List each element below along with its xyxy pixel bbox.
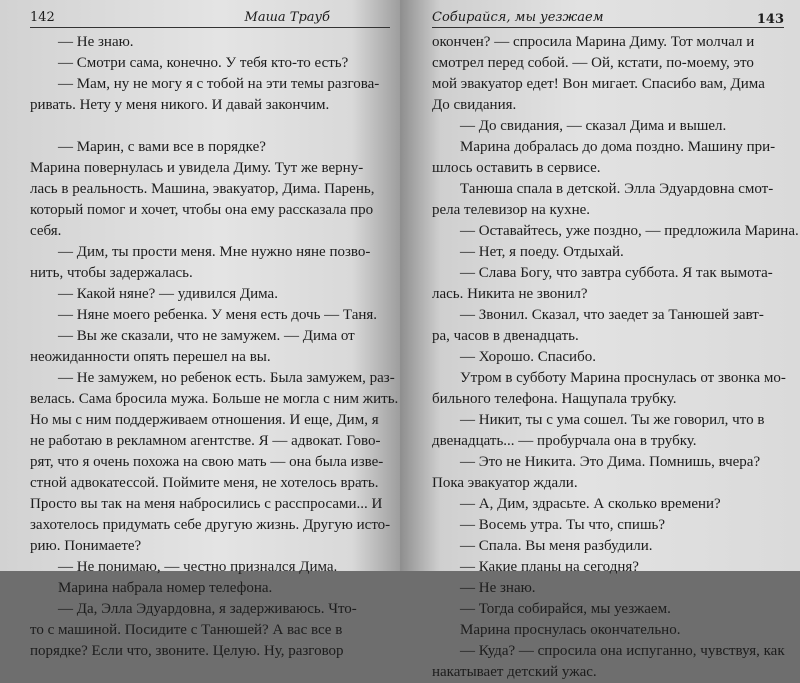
text-line: Утром в субботу Марина проснулась от звонка мо- xyxy=(460,370,786,386)
text-line: рию. Понимаете? xyxy=(30,538,142,554)
text-line: Марина добралась до дома поздно. Машину при- xyxy=(460,139,776,155)
header-rule xyxy=(432,27,784,28)
text-line: — Нет, я поеду. Отдыхай. xyxy=(460,244,624,260)
text-line: Марина проснулась окончательно. xyxy=(460,622,681,638)
text-line: который помог и хочет, чтобы она ему рассказала про xyxy=(30,202,374,218)
left-page-text xyxy=(30,32,399,662)
right-page-header xyxy=(432,10,784,28)
text-line: нить, чтобы задержалась. xyxy=(30,265,193,281)
text-line: захотелось придумать себе другую жизнь. Другую исто- xyxy=(30,517,391,533)
text-line: — Дим, ты прости меня. Мне нужно няне позво- xyxy=(58,244,371,260)
text-line: Просто вы так на меня набросились с расспросами... И xyxy=(30,496,383,512)
text-line: стной адвокатессой. Поймите меня, не хотелось врать. xyxy=(30,475,379,491)
right-page xyxy=(400,0,800,680)
text-line: Пока эвакуатор ждали. xyxy=(432,475,578,491)
paragraph-gap xyxy=(30,116,390,137)
text-line: мой эвакуатор едет! Вон мигает. Спасибо вам, Дима xyxy=(432,76,765,92)
text-line: — Няне моего ребенка. У меня есть дочь — Таня. xyxy=(58,307,378,323)
text-line: — Не знаю. xyxy=(460,580,536,596)
text-line: — Никит, ты с ума сошел. Ты же говорил, что в xyxy=(460,412,765,428)
text-line: ра, часов в двенадцать. xyxy=(432,328,579,344)
right-page-text xyxy=(432,32,799,683)
text-line: — Слава Богу, что завтра суббота. Я так вымота- xyxy=(460,265,773,281)
text-line: — А, Дим, здрасьте. А сколько времени? xyxy=(460,496,721,512)
text-line: До свидания. xyxy=(432,97,517,113)
text-line: — Хорошо. Спасибо. xyxy=(460,349,596,365)
text-line: — Вы же сказали, что не замужем. — Дима от xyxy=(58,328,355,344)
text-line: лась в реальность. Машина, эвакуатор, Дима. Парень, xyxy=(30,181,375,197)
text-line: — Куда? — спросила она испуганно, чувствуя, как xyxy=(460,643,785,659)
text-line: Марина повернулась и увидела Диму. Тут же верну- xyxy=(30,160,364,176)
text-line: — Да, Элла Эдуардовна, я задерживаюсь. Что- xyxy=(58,601,357,617)
text-line: — Какие планы на сегодня? xyxy=(460,559,639,575)
text-line: — Звонил. Сказал, что заедет за Танюшей завт- xyxy=(460,307,764,323)
text-line: то с машиной. Посидите с Танюшей? А вас все в xyxy=(30,622,343,638)
text-line: ривать. Нету у меня никого. И давай закончим. xyxy=(30,97,330,113)
text-line: порядке? Если что, звоните. Целую. Ну, разговор xyxy=(30,643,344,659)
text-line: рела телевизор на кухне. xyxy=(432,202,591,218)
text-line: — Мам, ну не могу я с тобой на эти темы разгова- xyxy=(58,76,380,92)
text-line: — Это не Никита. Это Дима. Помнишь, вчера? xyxy=(460,454,761,470)
text-line: — Какой няне? — удивился Дима. xyxy=(58,286,278,302)
text-line: бильного телефона. Нащупала трубку. xyxy=(432,391,677,407)
page-number: 143 xyxy=(756,12,784,27)
text-line: не работаю в рекламном агентстве. Я — адвокат. Гово- xyxy=(30,433,381,449)
text-line: смотрел перед собой. — Ой, кстати, по-моему, это xyxy=(432,55,754,71)
left-page-header xyxy=(30,10,390,28)
text-line: себя. xyxy=(30,223,62,239)
text-line: окончен? — спросила Марина Диму. Тот молчал и xyxy=(432,34,755,50)
text-line: накатывает детский ужас. xyxy=(432,664,597,680)
header-rule xyxy=(30,27,390,28)
text-line: — Не замужем, но ребенок есть. Была замужем, раз- xyxy=(58,370,395,386)
text-line: велась. Сама бросила мужа. Больше не могла с ним жить. xyxy=(30,391,399,407)
left-page xyxy=(0,0,400,659)
text-line: — Смотри сама, конечно. У тебя кто-то есть? xyxy=(58,55,349,71)
text-line: Марина набрала номер телефона. xyxy=(58,580,273,596)
text-line: — Тогда собирайся, мы уезжаем. xyxy=(460,601,671,617)
text-line: рят, что я очень похожа на свою мать — она была изве- xyxy=(30,454,384,470)
text-line: — Восемь утра. Ты что, спишь? xyxy=(460,517,666,533)
text-line: — Оставайтесь, уже поздно, — предложила Марина. xyxy=(460,223,799,239)
text-line: — Не понимаю, — честно признался Дима. xyxy=(58,559,338,575)
text-line: Танюша спала в детской. Элла Эдуардовна смот- xyxy=(460,181,774,197)
running-head-author: Маша Трауб xyxy=(244,10,330,25)
text-line: Но мы с ним поддерживаем отношения. И еще, Дим, я xyxy=(30,412,379,428)
text-line: лась. Никита не звонил? xyxy=(432,286,588,302)
text-line: шлось оставить в сервисе. xyxy=(432,160,601,176)
page-number: 142 xyxy=(30,10,55,25)
text-line: неожиданности опять перешел на вы. xyxy=(30,349,271,365)
text-line: — Спала. Вы меня разбудили. xyxy=(460,538,653,554)
text-line: — До свидания, — сказал Дима и вышел. xyxy=(460,118,727,134)
running-head-chapter: Собирайся, мы уезжаем xyxy=(432,10,604,25)
text-line: двенадцать... — пробурчала она в трубку. xyxy=(432,433,697,449)
text-line: — Не знаю. xyxy=(58,34,134,50)
text-line: — Марин, с вами все в порядке? xyxy=(58,139,266,155)
